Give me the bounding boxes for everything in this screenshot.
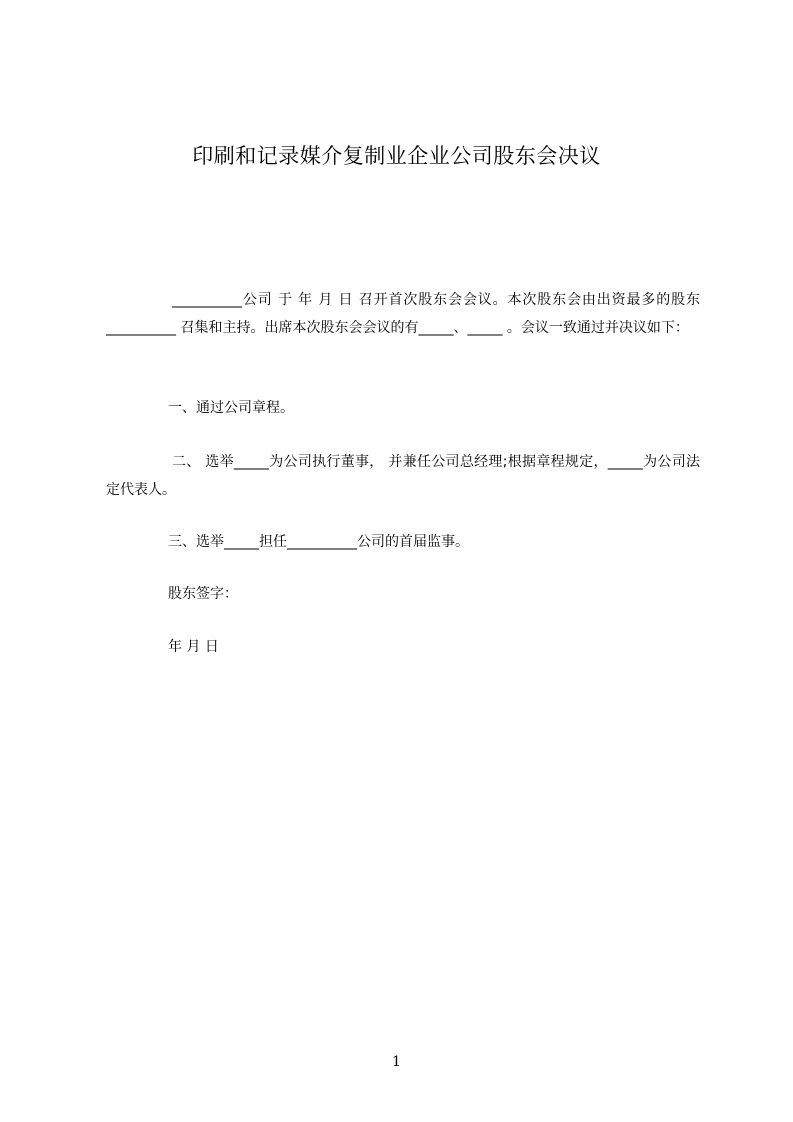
signature-date-line: 年 月 日 bbox=[168, 639, 219, 655]
resolution-item-3: 三、选举_____担任__________公司的首届监事。 bbox=[168, 534, 469, 550]
intro-paragraph: __________公司 于 年 月 日 召开首次股东会会议。本次股东会由出资最多的股东 __________ 召集和主持。出席本次股东会会议的有_____、_____ 。会议一致通过并决议如下： bbox=[106, 292, 700, 336]
page-number: 1 bbox=[392, 1054, 401, 1070]
shareholder-signature-label: 股东签字： bbox=[168, 586, 238, 602]
resolution-item-1: 一、通过公司章程。 bbox=[168, 400, 294, 416]
resolution-item-2: 二、 选举_____为公司执行董事， 并兼任公司总经理;根据章程规定，_____为公司法定代表人。 bbox=[106, 454, 700, 498]
document-title: 印刷和记录媒介复制业企业公司股东会决议 bbox=[192, 144, 601, 168]
